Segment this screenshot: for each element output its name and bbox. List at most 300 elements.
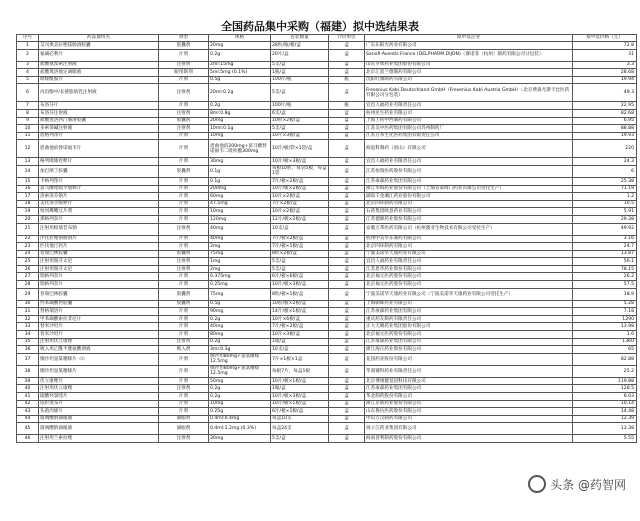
table-row [17,208,637,216]
cell-price: 88.88 [573,125,637,133]
cell-name: 羟苯磺酸钙胶囊 [39,300,159,308]
table-row [17,132,637,140]
cell-name: 恒河鹰嘴豆片剂 [39,208,159,216]
cell-spec: 8ml:0.8g [209,109,271,117]
table-row [17,415,637,423]
cell-name: 布洛芬片 [39,102,159,110]
table-row [17,250,637,258]
col-header-pack: 包装数量 [271,35,329,42]
cell-spec: 20mg [209,42,271,50]
cell-form: 片剂 [159,140,209,158]
cell-pack: 6片/板×1板/盒 [271,408,329,416]
table-row [17,84,637,102]
cell-name: 玻璃酸钠滴眼液 [39,415,159,423]
cell-form: 片剂 [159,400,209,408]
cell-pack: 10片×2板/盒 [271,193,329,201]
cell-company: 北京四环制药有限公司 [365,200,573,208]
table-row [17,423,637,435]
table-row [17,215,637,223]
col-header-no: 序号 [17,35,39,42]
cell-unit: 盒 [329,377,365,385]
cell-unit: 盒 [329,273,365,281]
cell-company: Sanofi-Aventis France (DELPHARM DIJON)（赛诺菲（杭州）制药有限公司分包装） [365,49,573,61]
cell-unit: 盒 [329,331,365,339]
cell-unit: 盒 [329,117,365,125]
table-row [17,49,637,61]
cell-name: 艾司奥美拉唑镁肠溶胶囊 [39,42,159,50]
cell-name: 头孢丙烯片 [39,408,159,416]
table-row [17,400,637,408]
cell-spec: 30mg [209,158,271,166]
cell-spec: 0.25mg [209,281,271,289]
cell-company: 江苏吴中医药集团有限公司苏州制药厂 [365,125,573,133]
cell-company: 江苏恩华药业股份有限公司 [365,265,573,273]
cell-price: 13.98 [573,323,637,331]
cell-company: 广东东阳光药业有限公司 [365,42,573,50]
cell-company: 杭州民生药业有限公司 [365,109,573,117]
cell-company: 江苏德源药业股份有限公司 [365,215,573,223]
cell-price: 49.3 [573,84,637,102]
cell-unit: 盒 [329,258,365,266]
col-header-price: 拟中选价格（元） [573,35,637,42]
cell-company: 浙江华海药业股份有限公司（上海宣泰海门药业有限公司受托生产） [365,185,573,193]
cell-form: 片剂 [159,193,209,201]
cell-pack: 10片×3板/盒 [271,331,329,339]
cell-price: 18.9 [573,288,637,300]
cell-form: 片剂 [159,76,209,84]
cell-name: 缬沙坦氢氯噻嗪片（Ⅰ） [39,353,159,365]
table-row [17,265,637,273]
cell-unit: 盒 [329,69,365,77]
cell-name: 布洛芬注射液 [39,109,159,117]
cell-form: 片剂 [159,315,209,323]
cell-form: 胶囊剂 [159,300,209,308]
cell-company: 花园药业股份有限公司 [365,353,573,365]
cell-spec: 20mg [209,117,271,125]
cell-pack: 5支/盒 [271,61,329,69]
cell-unit: 盒 [329,400,365,408]
cell-form: 滴眼剂 [159,415,209,423]
cell-price: 25.38 [573,177,637,185]
cell-name: 格列吡嗪控释片 [39,158,159,166]
cell-company: 海南普利制药股份有限公司 [365,435,573,443]
cell-company: 海思科制药（眉山）有限公司 [365,140,573,158]
cell-name: 注射用伏立康唑 [39,385,159,393]
table-row [17,346,637,354]
cell-name: 盐酸奥洛他定滴眼液 [39,69,159,77]
cell-spec: 10mg [209,400,271,408]
cell-no: 11 [17,132,39,140]
cell-pack: 7片×1板×1盒 [271,353,329,365]
cell-form: 片剂 [159,408,209,416]
cell-price: 3.3 [573,61,637,69]
cell-company: 中山万汉制药有限公司 [365,415,573,423]
cell-name: 缬沙坦氢氯噻嗪片 [39,365,159,377]
cell-name: 瑞格列奈片 [39,281,159,289]
cell-name: 洛索洛芬钠片 [39,193,159,201]
cell-price: 12.39 [573,415,637,423]
cell-no: 23 [17,243,39,251]
table-row [17,185,637,193]
cell-price: 22.95 [573,102,637,110]
cell-no: 45 [17,423,39,435]
cell-form: 片剂 [159,158,209,166]
cell-price: 82.88 [573,353,637,365]
col-header-name: 药品通用名 [39,35,159,42]
cell-no: 40 [17,385,39,393]
cell-unit: 盒 [329,423,365,435]
cell-unit: 盒 [329,215,365,223]
cell-price: 5.28 [573,300,637,308]
cell-company: 宜昌人福药业有限责任公司 [365,158,573,166]
cell-pack: 每板7片，每盒1板 [271,365,329,377]
cell-price: 78.15 [573,265,637,273]
cell-no: 19 [17,208,39,216]
cell-form: 注射剂 [159,435,209,443]
cell-pack: 10片/板×3板/盒 [271,158,329,166]
cell-spec: 10mg [209,208,271,216]
cell-company: 华润赛科药业有限责任公司 [365,365,573,377]
cell-name: 注射用瑞芬太尼 [39,265,159,273]
cell-name: 盐酸度洛西汀肠溶胶囊 [39,117,159,125]
cell-company: 北京博康健基因科技有限公司 [365,377,573,385]
cell-name: 伏立康唑片 [39,377,159,385]
cell-form: 注射剂 [159,84,209,102]
cell-form: 片剂 [159,377,209,385]
cell-spec: 80mg [209,331,271,339]
cell-name: 富马酸喹硫平缓释片 [39,185,159,193]
cell-spec: 5ml:5mg (0.1%) [209,69,271,77]
cell-form: 片剂 [159,185,209,193]
cell-price: 13.87 [573,250,637,258]
cell-company: 江苏豪森药业集团有限公司 [365,338,573,346]
cell-name: 美托洛尔缓释片 [39,200,159,208]
cell-spec: 0.2g [209,315,271,323]
cell-no: 28 [17,281,39,289]
cell-price: 1360 [573,338,637,346]
cell-no: 8 [17,109,39,117]
cell-pack: 10片/板×3板/盒 [271,281,329,289]
table-row [17,377,637,385]
cell-spec: 40mg [209,323,271,331]
table-row [17,140,637,158]
cell-unit: 盒 [329,158,365,166]
cell-unit: 盒 [329,308,365,316]
cell-unit: 盒 [329,61,365,69]
cell-unit: 盒 [329,288,365,300]
cell-unit: 盒 [329,300,365,308]
cell-form: 注射剂 [159,109,209,117]
cell-spec: 75mg [209,250,271,258]
cell-no: 39 [17,377,39,385]
cell-pack: 每盒24支 [271,423,329,435]
table-row [17,76,637,84]
table-row [17,109,637,117]
cell-price: 5.55 [573,435,637,443]
cell-spec: 47.5mg [209,200,271,208]
cell-price: 82.68 [573,109,637,117]
cell-price: 119.88 [573,377,637,385]
cell-price: 220 [573,140,637,158]
cell-no: 24 [17,250,39,258]
col-header-company: 拟中选企业 [365,35,573,42]
cell-pack: 8粒×2板/盒 [271,250,329,258]
cell-name: 多索茶碱注射液 [39,125,159,133]
cell-name: 普瑞巴林胶囊 [39,288,159,300]
cell-no: 6 [17,84,39,102]
cell-form: 眼用制剂 [159,69,209,77]
table-row [17,300,637,308]
cell-no: 27 [17,273,39,281]
cell-unit: 盒 [329,243,365,251]
cell-name: 普米沙坦片 [39,331,159,339]
cell-spec: 0.375mg [209,273,271,281]
col-header-spec: 规格 [209,35,271,42]
cell-no: 30 [17,300,39,308]
cell-company: 北京福元医药股份有限公司 [365,281,573,289]
cell-name: 恩格列净片 [39,132,159,140]
col-header-form: 剂型 [159,35,209,42]
cell-pack: 28粒/瓶/板/盒 [271,42,329,50]
cell-form: 注射剂 [159,258,209,266]
cell-spec: 60mg [209,193,271,201]
cell-no: 38 [17,365,39,377]
cell-no: 20 [17,215,39,223]
cell-price: 1.2 [573,193,637,201]
cell-pack: 5支/盒 [271,84,329,102]
cell-no: 42 [17,400,39,408]
cell-pack: 10片×3板/盒 [271,132,329,140]
cell-unit: 盒 [329,132,365,140]
cell-pack: 1瓶/盒 [271,338,329,346]
cell-spec: 30mg [209,435,271,443]
cell-no: 4 [17,69,39,77]
cell-company: 宁波美诺华天康药业有限公司（宁波美诺华天康药业有限公司受托生产） [365,288,573,300]
cell-price: 7.18 [573,308,637,316]
cell-pack: 7片/板×2板/盒 [271,323,329,331]
cell-unit: 盒 [329,323,365,331]
cell-name: 注射用伏立康唑 [39,338,159,346]
cell-form: 注射剂 [159,265,209,273]
cell-form: 注射剂 [159,385,209,393]
cell-no: 29 [17,288,39,300]
cell-pack: 10片/板×2板/盒 [271,185,329,193]
cell-no: 32 [17,315,39,323]
cell-name: 匹伐他汀钙片 [39,243,159,251]
table-row [17,125,637,133]
cell-name: 盐酸氨溴索注射液 [39,61,159,69]
cell-no: 1 [17,42,39,50]
cell-form: 滴眼剂 [159,423,209,435]
table-row [17,273,637,281]
table-header-row [17,35,637,42]
cell-no: 25 [17,258,39,266]
cell-name: 那格列奈片 [39,215,159,223]
cell-spec: 0.5g [209,300,271,308]
cell-name: 替格瑞洛片 [39,308,159,316]
cell-company: 江苏万邦生化医药集团有限责任公司 [365,132,573,140]
table-row [17,158,637,166]
table-body [17,42,637,443]
cell-spec: 0.2g [209,393,271,401]
cell-form: 片剂 [159,308,209,316]
cell-price: 14.48 [573,408,637,416]
cell-no: 35 [17,338,39,346]
cell-name: 玻璃酸钠滴眼液 [39,423,159,435]
cell-company: 江苏豪森药业集团有限公司 [365,385,573,393]
cell-form: 注射剂 [159,61,209,69]
cell-spec: 恩曲他滨200mg+富马酸替诺福韦二吡呋酯300mg [209,140,271,158]
cell-no: 12 [17,140,39,158]
cell-pack: 10片/板×1板/盒 [271,400,329,408]
cell-pack: 10片×6板/盒 [271,315,329,323]
cell-pack: 7片/板×2板/盒 [271,177,329,185]
cell-form: 胶囊剂 [159,165,209,177]
cell-name: 丙泊酚中/长链脂肪乳注射液 [39,84,159,102]
table-row [17,165,637,177]
cell-unit: 盒 [329,346,365,354]
cell-form: 片剂 [159,365,209,377]
cell-form: 注射剂 [159,338,209,346]
table-row [17,365,637,377]
cell-unit: 瓶 [329,102,365,110]
cell-unit: 盒 [329,315,365,323]
cell-company: 沈阳红旗制药有限公司 [365,76,573,84]
cell-company: 宜昌人福药业有限责任公司 [365,258,573,266]
cell-spec: 200mg [209,185,271,193]
cell-no: 10 [17,125,39,133]
table-row [17,315,637,323]
cell-pack: 每盒10支 [271,415,329,423]
cell-unit: 盒 [329,235,365,243]
cell-no: 17 [17,193,39,201]
cell-form: 片剂 [159,353,209,365]
cell-company: 上海上药中西制药有限公司 [365,117,573,125]
table-row [17,42,637,50]
cell-unit: 盒 [329,385,365,393]
cell-company: 扬子江药业集团有限公司 [365,423,573,435]
cell-form: 胶囊剂 [159,117,209,125]
cell-price: 71.19 [573,185,637,193]
cell-unit: 盒 [329,49,365,61]
cell-unit: 盒 [329,353,365,365]
cell-price: 19.93 [573,132,637,140]
cell-company: 重庆药友制药有限责任公司 [365,315,573,323]
cell-spec: 10mg [209,132,271,140]
cell-no: 16 [17,185,39,193]
cell-form: 片剂 [159,323,209,331]
cell-name: 卡格列净片 [39,177,159,185]
cell-form: 片剂 [159,243,209,251]
cell-pack: 10片/板/袋×1袋/盒 [271,140,329,158]
cell-pack: 10片/板×1板/盒 [271,377,329,385]
cell-name: 加巴喷丁胶囊 [39,165,159,177]
cell-spec: 缬沙坦80mg+氢氯噻嗪12.5mg [209,365,271,377]
cell-unit: 盒 [329,193,365,201]
cell-pack: 6片/板×6板/盒 [271,273,329,281]
cell-pack: 10粒/板×2板/盒 [271,300,329,308]
cell-unit: 盒 [329,338,365,346]
cell-spec: 75mg [209,288,271,300]
table-row [17,338,637,346]
cell-pack: 1瓶/盒 [271,385,329,393]
cell-form: 注射剂 [159,223,209,235]
cell-company: 宜昌人福药业有限责任公司 [365,102,573,110]
cell-pack: 5支/盒 [271,258,329,266]
cell-spec: 50mg [209,377,271,385]
cell-unit: 盒 [329,200,365,208]
cell-unit: 盒 [329,208,365,216]
cell-name: 瑞格列奈片 [39,273,159,281]
cell-price: 5.91 [573,208,637,216]
cell-price: 49.92 [573,223,637,235]
cell-unit: 盒 [329,393,365,401]
cell-name: 注射用兰索拉唑 [39,435,159,443]
cell-name: 恩曲他滨替诺福韦片 [39,140,159,158]
cell-unit: 盒 [329,281,365,289]
cell-unit: 盒 [329,165,365,177]
cell-company: 北京汇恩兰德制药有限公司 [365,69,573,77]
cell-pack: 100片/瓶 [271,76,329,84]
cell-price: 24.3 [573,158,637,166]
cell-no: 9 [17,117,39,125]
cell-pack: 1瓶/盒 [271,69,329,77]
cell-no: 33 [17,323,39,331]
cell-company: 山东鲁抗医药股份有限公司 [365,408,573,416]
table-row [17,69,637,77]
cell-price: 29.38 [573,215,637,223]
table-row [17,193,637,201]
cell-price: 28.68 [573,69,637,77]
cell-pack: 7片×2板/盒 [271,200,329,208]
table-row [17,393,637,401]
cell-price: 6.03 [573,393,637,401]
cell-price: 10.5 [573,200,637,208]
cell-name: 氨磺必利片 [39,49,159,61]
cell-pack: 6支/盒 [271,109,329,117]
cell-no: 26 [17,265,39,273]
cell-form: 胶囊剂 [159,250,209,258]
cell-form: 片剂 [159,200,209,208]
cell-pack: 100片/瓶 [271,102,329,110]
cell-company: 北京福元医药股份有限公司 [365,273,573,281]
cell-pack: 5支/盒 [271,265,329,273]
cell-spec: 120mg [209,215,271,223]
cell-form: 片剂 [159,281,209,289]
cell-name: 吸入用乙酰半胱氨酸溶液 [39,346,159,354]
cell-spec: 40mg [209,235,271,243]
table-row [17,385,637,393]
cell-price: 1290 [573,315,637,323]
cell-price: 24.7 [573,243,637,251]
cell-unit: 盒 [329,265,365,273]
table-row [17,223,637,235]
document-title: 全国药品集中采购（福建）拟中选结果表 [0,20,640,34]
cell-price: 72.8 [573,42,637,50]
cell-form: 片剂 [159,393,209,401]
cell-no: 7 [17,102,39,110]
cell-no: 2 [17,49,39,61]
table-row [17,281,637,289]
cell-name: 依折麦布片 [39,400,159,408]
cell-spec: 0.1g [209,165,271,177]
cell-spec: 3ml:0.3g [209,346,271,354]
cell-form: 片剂 [159,132,209,140]
cell-unit: 盒 [329,125,365,133]
table-row [17,331,637,339]
cell-pack: 10支/盒 [271,346,329,354]
cell-company: 江苏恒瑞医药股份有限公司 [365,165,573,177]
